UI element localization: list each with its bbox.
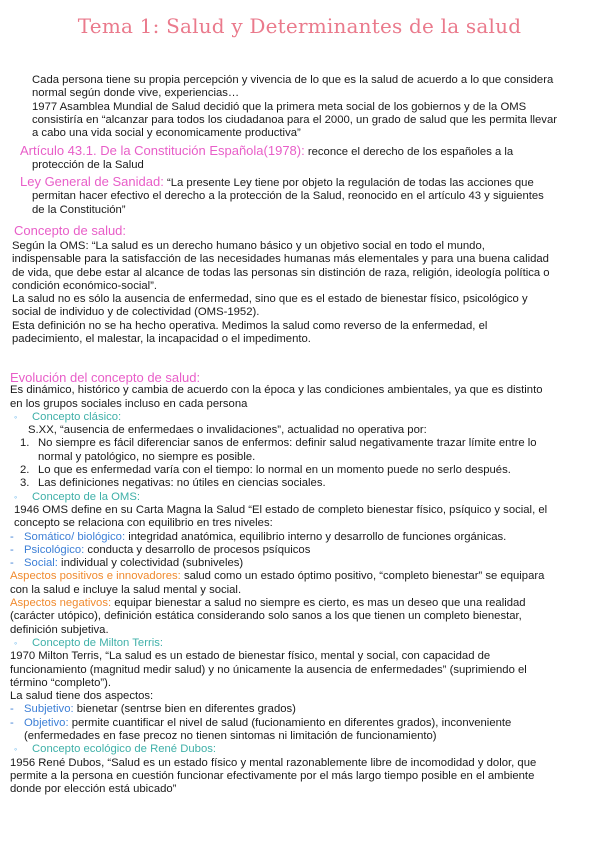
concepto-body [12, 240, 550, 346]
clasico-text: S.XX, “ausencia de enfermedaes o invalidaciones”, actualidad no operativa por: [28, 424, 427, 437]
concepto-text: social de individuo y de colectividad (OMS-1952). [12, 306, 260, 319]
dash-icon: - [10, 530, 14, 543]
articulo-label: Artículo 43.1. De la Constitución Española(1978): [20, 143, 305, 158]
dubos-subheading: Concepto ecológico de René Dubos: [32, 743, 217, 756]
ley-text: de la Constitución” [32, 203, 126, 216]
bullet-icon: ◦ [14, 744, 18, 755]
aspectos-negativos-text: (carácter utópico), definición estática considerando solo sanos a los que tienen un completo bienestar, [10, 610, 522, 623]
intro-text: consistiría en “alcanzar para todos los ciudadanoa para el 2000, un grado de salud que les permita llevar [32, 113, 558, 126]
concepto-heading: Concepto de salud: [14, 223, 127, 238]
articulo-text: reconce el derecho de los españoles a la [304, 146, 514, 158]
evolucion-text: Es dinámico, histórico y cambia de acuerdo con la época y las condiciones ambientales, ya que es distinto [10, 384, 543, 397]
concepto-section [14, 224, 126, 237]
aspectos-negativos-text: definición subjetiva. [10, 623, 109, 636]
evolucion-heading: Evolución del concepto de salud: [10, 370, 201, 385]
dash-icon: - [10, 703, 14, 716]
nivel-label: Social: [24, 557, 58, 570]
nivel-label: Somático/ biológico: [24, 530, 126, 543]
list-item: Las definiciones negativas: no útiles en ciencias sociales. [38, 477, 326, 490]
aspectos-positivos-text: salud como un estado óptimo positivo, “completo bienestar” se equipara [180, 570, 545, 583]
oms-subheading: Concepto de la OMS: [32, 490, 141, 503]
oms-text: concepto se relaciona con equilibrio en tres niveles: [14, 517, 273, 530]
nivel-text: individual y colectividad (subniveles) [57, 557, 244, 570]
intro-text: 1977 Asamblea Mundial de Salud decidió que la primera meta social de los gobiernos y de la OMS [32, 100, 527, 113]
subjetivo-label: Subjetivo: [24, 703, 74, 716]
aspectos-positivos-text: con la salud e incluye la salud mental y social. [10, 583, 242, 596]
dash-icon: - [10, 543, 14, 556]
clasico-subheading: Concepto clásico: [32, 410, 122, 423]
evolucion-section [10, 371, 547, 797]
articulo-text: protección de la Salud [32, 159, 144, 172]
nivel-text: integridad anatómica, equilibrio interno y desarrollo de funciones orgánicas. [125, 530, 507, 543]
ley-label: Ley General de Sanidad: [20, 174, 164, 189]
articulo-section [20, 144, 513, 173]
objetivo-label: Objetivo: [24, 716, 69, 729]
milton-text: 1970 Milton Terris, “La salud es un estado de bienestar físico, mental y social, con capacidad de [10, 650, 491, 663]
ley-text: permitan hacer efectivo el derecho a la protección de la Salud, reonocido en el artículo 43 y siguientes [32, 190, 544, 203]
bullet-icon: ◦ [14, 491, 18, 502]
subjetivo-text: bienetar (sentrse bien en diferentes grados) [73, 703, 296, 716]
list-number: 1. [20, 437, 30, 450]
concepto-text: condición económico-social”. [12, 279, 158, 292]
milton-text: término “completo”). [10, 676, 112, 689]
dubos-text: permite a la persona en cuestión funcionar efectivamente por el más largo tiempo posible en el ambiente [10, 769, 535, 782]
oms-text: 1946 OMS define en su Carta Magna la Salud “El estado de completo bienestar físico, psíquico y social, el [14, 503, 548, 516]
concepto-text: Esta definición no se ha hecho operativa. Medimos la salud como reverso de la enfermedad, el [12, 319, 488, 332]
milton-text: funcionamiento (magnitud medir salud) y no únicamente la ausencia de enfermedades” (suprimiendo el [10, 663, 527, 676]
concepto-text: Según la OMS: “La salud es un derecho humano básico y un objetivo social en todo el mundo, [12, 240, 485, 252]
bullet-icon: ◦ [14, 411, 18, 422]
dash-icon: - [10, 557, 14, 570]
aspectos-positivos-label: Aspectos positivos e innovadores: [10, 570, 181, 583]
concepto-text: La salud no es sólo la ausencia de enfermedad, sino que es el estado de bienestar físico, psicológico y [12, 293, 528, 306]
list-number: 2. [20, 464, 30, 477]
dash-icon: - [10, 716, 14, 729]
bullet-icon: ◦ [14, 637, 18, 648]
ley-section [20, 175, 544, 217]
list-item: No siempre es fácil diferenciar sanos de enfermos: definir salud negativamente trazar límite entre lo [38, 437, 537, 450]
milton-subheading: Concepto de Milton Terris: [32, 636, 164, 649]
list-number: 3. [20, 477, 30, 490]
objetivo-text: (enfermedades en fase precoz no tienen sintomas ni limitación de funcionamiento) [24, 730, 437, 743]
concepto-text: de vida, que debe estar al alcance de todas las personas sin distinción de raza, religión, ideología política o [12, 266, 550, 279]
intro-section [32, 74, 557, 140]
concepto-text: indispensable para la satisfacción de las necesidades humanas más elementales y para una buena calidad [12, 253, 549, 266]
objetivo-text: permite cuantificar el nivel de salud (fucionamiento en diferentes grados), inconveniente [68, 716, 512, 729]
list-item: Lo que es enfermedad varía con el tiempo: lo normal en un momento puede no serlo después. [38, 464, 511, 477]
page-title: Tema 1: Salud y Determinantes de la salud [77, 14, 522, 38]
intro-text: normal según donde vive, experiencias… [32, 87, 240, 100]
ley-text: “La presente Ley tiene por objeto la regulación de todas las acciones que [163, 177, 534, 189]
milton-text: La salud tiene dos aspectos: [10, 690, 154, 703]
aspectos-negativos-text: equipar bienestar a salud no siempre es cierto, es mas un deseo que una realidad [111, 597, 526, 610]
intro-text: a cabo una vida social y economicamente productiva” [32, 127, 301, 140]
nivel-label: Psicológico: [24, 543, 85, 556]
evolucion-text: en los grupos sociales incluso en cada persona [10, 397, 248, 410]
dubos-text: donde por elección está ubicado” [10, 783, 177, 796]
dubos-text: 1956 René Dubos, “Salud es un estado físico y mental razonablemente libre de incomodidad y dolor, que [10, 756, 537, 769]
list-item: normal y patológico, no siempre es posible. [38, 450, 256, 463]
aspectos-negativos-label: Aspectos negativos: [10, 597, 112, 610]
nivel-text: conducta y desarrollo de procesos psíquicos [84, 543, 311, 556]
concepto-text: padecimiento, el malestar, la incapacidad o el impedimento. [12, 333, 311, 346]
intro-text: Cada persona tiene su propia percepción y vivencia de lo que es la salud de acuerdo a lo que considera [32, 74, 554, 86]
